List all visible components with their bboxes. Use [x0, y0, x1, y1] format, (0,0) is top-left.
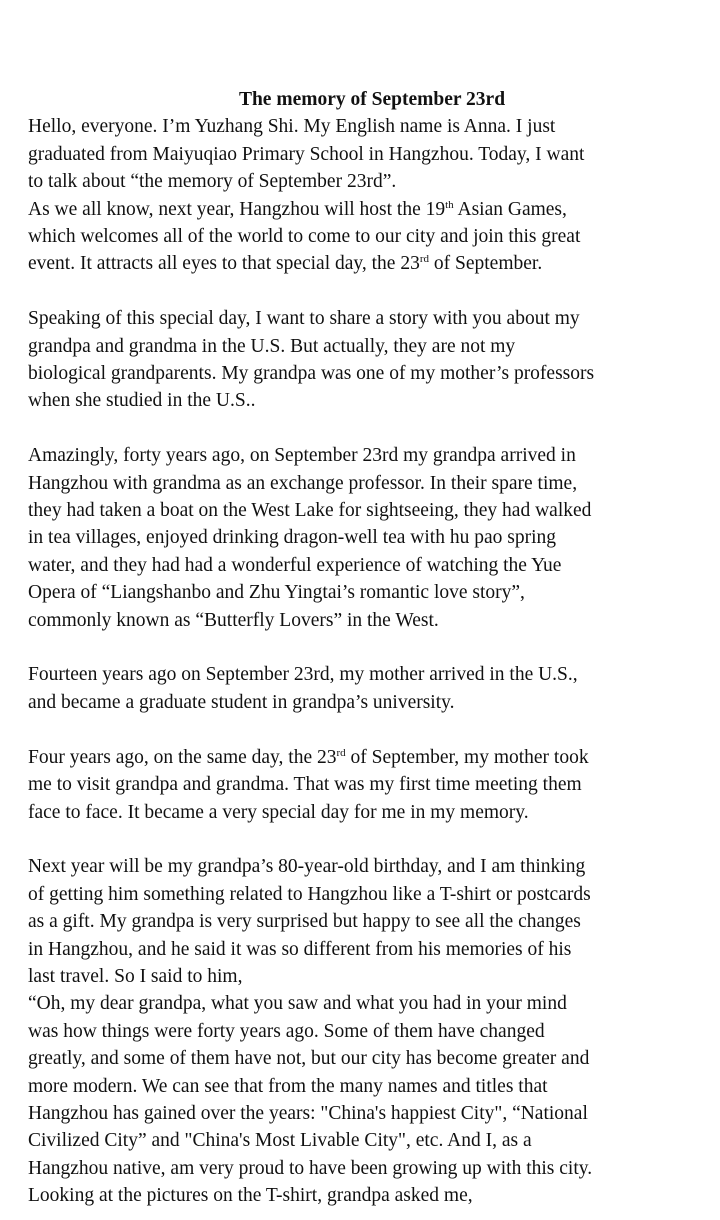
text-line: last travel. So I said to him,: [28, 965, 243, 987]
text-line: was how things were forty years ago. Some of them have changed: [28, 1020, 545, 1042]
text-line: in Hangzhou, and he said it was so different from his memories of his: [28, 938, 572, 960]
text-line: As we all know, next year, Hangzhou will host the 19th Asian Games,: [28, 198, 567, 220]
text-line: biological grandparents. My grandpa was one of my mother’s professors: [28, 363, 595, 385]
text-line: of getting him something related to Hangzhou like a T-shirt or postcards: [28, 883, 591, 905]
paragraph-gap: [28, 415, 716, 442]
text-line: Four years ago, on the same day, the 23rd of September, my mother took: [28, 746, 589, 768]
text-line: event. It attracts all eyes to that special day, the 23rd of September.: [28, 253, 543, 275]
text-line: Speaking of this special day, I want to share a story with you about my: [28, 308, 580, 330]
text-line: which welcomes all of the world to come to our city and join this great: [28, 226, 581, 248]
paragraph-gap: [28, 716, 716, 743]
text-line: Next year will be my grandpa’s 80-year-old birthday, and I am thinking: [28, 856, 586, 878]
text-line: graduated from Maiyuqiao Primary School in Hangzhou. Today, I want: [28, 143, 585, 165]
text-line: Looking at the pictures on the T-shirt, grandpa asked me,: [28, 1185, 473, 1207]
text-line: Hello, everyone. I’m Yuzhang Shi. My English name is Anna. I just: [28, 116, 556, 138]
text-line: Opera of “Liangshanbo and Zhu Yingtai’s romantic love story”,: [28, 582, 525, 604]
text-line: “Oh, my dear grandpa, what you saw and what you had in your mind: [28, 993, 567, 1015]
text-line: grandpa and grandma in the U.S. But actually, they are not my: [28, 335, 516, 357]
text-line: more modern. We can see that from the many names and titles that: [28, 1075, 548, 1097]
text-line: me to visit grandpa and grandma. That was my first time meeting them: [28, 774, 582, 796]
text-line: greatly, and some of them have not, but our city has become greater and: [28, 1048, 590, 1070]
text-line: Fourteen years ago on September 23rd, my mother arrived in the U.S.,: [28, 664, 578, 686]
text-line: they had taken a boat on the West Lake for sightseeing, they had walked: [28, 500, 592, 522]
text-line: Hangzhou has gained over the years: "China's happiest City", “National: [28, 1102, 588, 1124]
text-line: and became a graduate student in grandpa’s university.: [28, 691, 455, 713]
text-line: to talk about “the memory of September 23rd”.: [28, 171, 397, 193]
text-line: water, and they had had a wonderful experience of watching the Yue: [28, 554, 562, 576]
text-line: Hangzhou with grandma as an exchange professor. In their spare time,: [28, 472, 578, 494]
text-line: as a gift. My grandpa is very surprised but happy to see all the changes: [28, 911, 581, 933]
text-line: face to face. It became a very special day for me in my memory.: [28, 801, 529, 823]
text-line: commonly known as “Butterfly Lovers” in the West.: [28, 609, 439, 631]
ordinal-superscript: th: [445, 198, 454, 211]
paragraph-gap: [28, 826, 716, 853]
paragraph-gap: [28, 278, 716, 305]
document-title: The memory of September 23rd: [238, 89, 506, 110]
text-line: Amazingly, forty years ago, on September 23rd my grandpa arrived in: [28, 445, 576, 467]
ordinal-superscript: rd: [419, 253, 430, 266]
text-line: when she studied in the U.S..: [28, 390, 256, 412]
text-line: Hangzhou native, am very proud to have been growing up with this city.: [28, 1157, 593, 1179]
text-line: in tea villages, enjoyed drinking dragon-well tea with hu pao spring: [28, 527, 556, 549]
document-page: [28, 86, 716, 1210]
text-line: Civilized City” and "China's Most Livable City", etc. And I, as a: [28, 1130, 532, 1152]
paragraph-gap: [28, 634, 716, 661]
ordinal-superscript: rd: [336, 746, 346, 759]
